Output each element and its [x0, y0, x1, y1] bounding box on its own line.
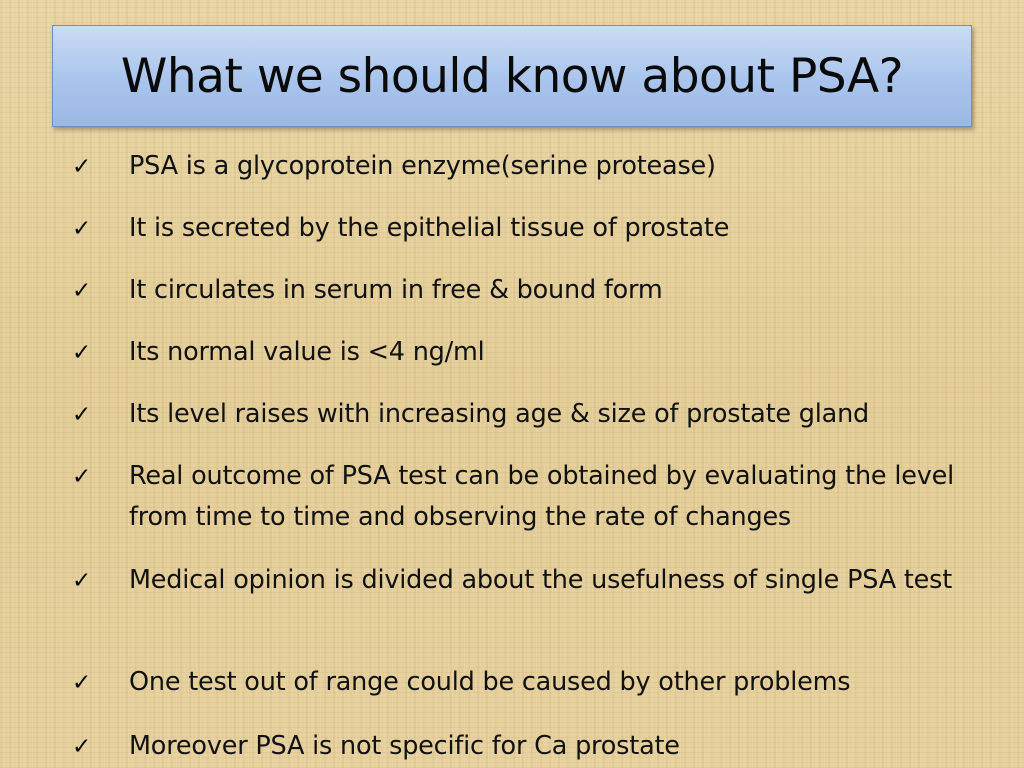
checkmark-icon: ✓ [72, 340, 92, 366]
bullet-text: It circulates in serum in free & bound form [129, 275, 663, 305]
bullet-text: Real outcome of PSA test can be obtained by evaluating the level from time to time and observing the rate of changes [129, 461, 954, 532]
slide-title: What we should know about PSA? [120, 48, 904, 104]
checkmark-icon: ✓ [72, 216, 92, 242]
checkmark-icon: ✓ [72, 568, 92, 594]
bullet-text: One test out of range could be caused by other problems [129, 667, 851, 697]
bullet-text: Its level raises with increasing age & size of prostate gland [129, 399, 870, 429]
bullet-text: Its normal value is <4 ng/ml [129, 337, 485, 367]
checkmark-icon: ✓ [72, 464, 92, 490]
bullet-text: PSA is a glycoprotein enzyme(serine protease) [129, 151, 716, 181]
checkmark-icon: ✓ [72, 670, 92, 696]
checkmark-icon: ✓ [72, 734, 92, 760]
checkmark-icon: ✓ [72, 154, 92, 180]
bullet-text: It is secreted by the epithelial tissue of prostate [129, 213, 730, 243]
checkmark-icon: ✓ [72, 402, 92, 428]
bullet-text: Moreover PSA is not specific for Ca prostate [129, 731, 680, 761]
bullet-text: Medical opinion is divided about the usefulness of single PSA test [129, 565, 953, 595]
checkmark-icon: ✓ [72, 278, 92, 304]
